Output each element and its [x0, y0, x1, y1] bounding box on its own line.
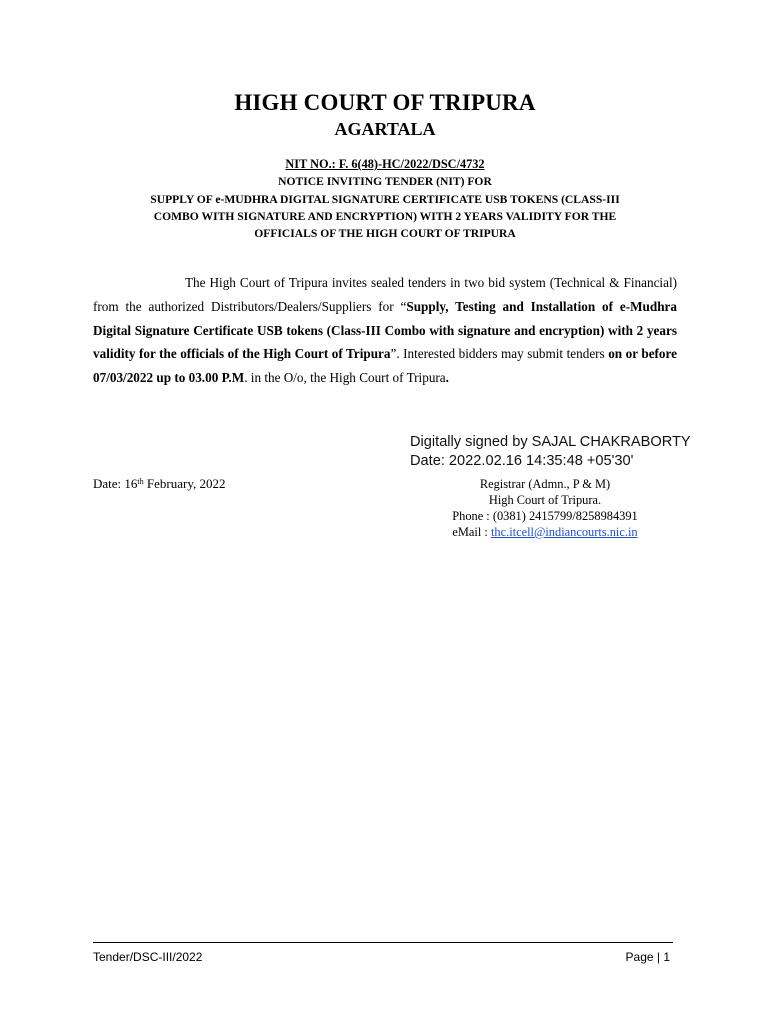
registrar-contact-block	[395, 476, 695, 540]
nit-heading-line-4: OFFICIALS OF THE HIGH COURT OF TRIPURA	[254, 227, 516, 241]
issue-date-rest: February, 2022	[143, 476, 226, 491]
issue-date	[93, 476, 225, 492]
registrar-title: Registrar (Admn., P & M)	[479, 477, 611, 491]
footer-page-number: Page | 1	[625, 950, 670, 964]
body-text-part-2: ”. Interested bidders may submit tenders	[390, 346, 609, 362]
registrar-email-line	[395, 524, 695, 540]
footer-reference: Tender/DSC-III/2022	[93, 950, 203, 964]
registrar-phone: Phone : (0381) 2415799/8258984391	[452, 509, 638, 523]
issue-date-suffix: th	[137, 477, 144, 486]
issue-date-prefix: Date: 16	[93, 476, 138, 491]
digital-signature-date: Date: 2022.02.16 14:35:48 +05'30'	[410, 453, 634, 469]
footer-divider	[93, 942, 673, 943]
tender-body-paragraph	[93, 271, 677, 390]
registrar-email-link[interactable]: thc.itcell@indiancourts.nic.in	[490, 525, 638, 539]
body-text-part-1: The High Court of Tripura invites sealed tenders in two bid system (Technical & Financial) from the authorized Distributors/Dealers/Suppliers for “	[93, 275, 677, 314]
body-text-part-3: . in the O/o, the High Court of Tripura	[244, 370, 446, 386]
digital-signature-block	[410, 433, 691, 471]
nit-heading-line-1: NOTICE INVITING TENDER (NIT) FOR	[278, 175, 492, 189]
digital-signature-signer: Digitally signed by SAJAL CHAKRABORTY	[410, 434, 691, 450]
nit-heading-line-3: COMBO WITH SIGNATURE AND ENCRYPTION) WITH 2 YEARS VALIDITY FOR THE	[153, 209, 617, 223]
nit-heading-block	[93, 156, 677, 242]
body-bold-period: .	[445, 370, 449, 386]
document-title: HIGH COURT OF TRIPURA	[234, 90, 536, 115]
body-bold-scope: Supply, Testing and Installation of e-Mudhra Digital Signature Certificate USB tokens (Class-III Combo with signature and encryption) with 2 years validity for the officials of the High Court of Tripura	[93, 298, 678, 362]
nit-number: NIT NO.: F. 6(48)-HC/2022/DSC/4732	[285, 157, 485, 171]
registrar-email-label: eMail :	[452, 525, 491, 539]
nit-heading-line-2: SUPPLY OF e-MUDHRA DIGITAL SIGNATURE CERTIFICATE USB TOKENS (CLASS-III	[150, 192, 620, 206]
registrar-court: High Court of Tripura.	[488, 493, 602, 507]
body-bold-deadline: on or before 07/03/2022 up to 03.00 P.M	[93, 346, 677, 386]
document-subtitle: AGARTALA	[334, 119, 436, 139]
